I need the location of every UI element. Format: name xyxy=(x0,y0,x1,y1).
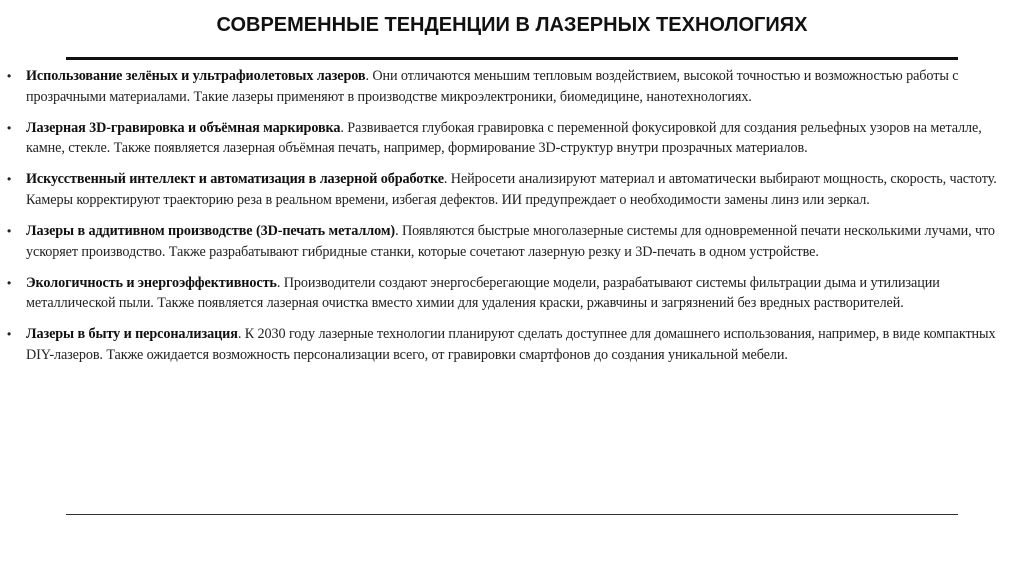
item-heading: Искусственный интеллект и автоматизация в лазерной обработке xyxy=(26,171,444,188)
item-heading: Лазеры в быту и персонализация xyxy=(26,326,238,343)
list-item xyxy=(0,169,1016,210)
trends-list xyxy=(0,66,1016,376)
slide-title: СОВРЕМЕННЫЕ ТЕНДЕНЦИИ В ЛАЗЕРНЫХ ТЕХНОЛОГИЯХ xyxy=(216,14,808,36)
footer-divider xyxy=(66,514,958,515)
item-text: . Развивается глубокая гравировка с переменной фокусировкой для создания рельефных узоров на металле, камне, стекле. Также появляется лазерная объёмная печать, например, формирование 3D-структур внутри прозрачных материалов. xyxy=(26,119,982,157)
item-text: . К 2030 году лазерные технологии планируют сделать доступнее для домашнего использования, например, в виде компактных DIY-лазеров. Также ожидается возможность персонализации всего, от гравировки смартфонов до создания уникальной мебели. xyxy=(26,326,996,364)
item-heading: Лазеры в аддитивном производстве (3D-печать металлом) xyxy=(26,223,396,240)
list-item xyxy=(0,221,1016,262)
bullet-icon: • xyxy=(7,275,12,290)
item-text: . Появляются быстрые многолазерные системы для одновременной печати несколькими лучами, что ускоряет производство. Также разрабатывают гибридные станки, которые сочетают лазерную резку и 3D-печать в одном устройстве. xyxy=(26,223,995,260)
list-item xyxy=(0,273,1016,314)
title-divider xyxy=(66,57,958,60)
list-item xyxy=(0,324,1016,365)
list-item xyxy=(0,118,1016,159)
bullet-icon: • xyxy=(7,120,12,135)
item-heading: Использование зелёных и ультрафиолетовых лазеров xyxy=(26,68,366,84)
item-heading: Экологичность и энергоэффективность xyxy=(26,274,277,291)
item-text: . Производители создают энергосберегающие модели, разрабатывают системы фильтрации дыма и утилизации металлической пыли. Также появляется лазерная очистка вместо химии для удаления краски, ржавчины и загрязнений без вредных растворителей. xyxy=(26,274,940,312)
item-text: . Нейросети анализируют материал и автоматически выбирают мощность, скорость, частоту. Камеры корректируют траекторию реза в реальном времени, избегая дефектов. ИИ предупреждает о необходимости замены линз или зеркал. xyxy=(26,171,997,208)
bullet-icon: • xyxy=(7,172,12,187)
bullet-icon: • xyxy=(7,327,12,342)
item-text: . Они отличаются меньшим тепловым воздействием, высокой точностью и возможностью работы с прозрачными материалами. Такие лазеры применяют в производстве микроэлектроники, биомедицине, нанотехнологиях. xyxy=(26,68,959,105)
list-item xyxy=(0,66,1016,107)
bullet-icon: • xyxy=(7,224,12,239)
item-heading: Лазерная 3D-гравировка и объёмная маркировка xyxy=(26,119,341,136)
bullet-icon: • xyxy=(7,69,12,83)
